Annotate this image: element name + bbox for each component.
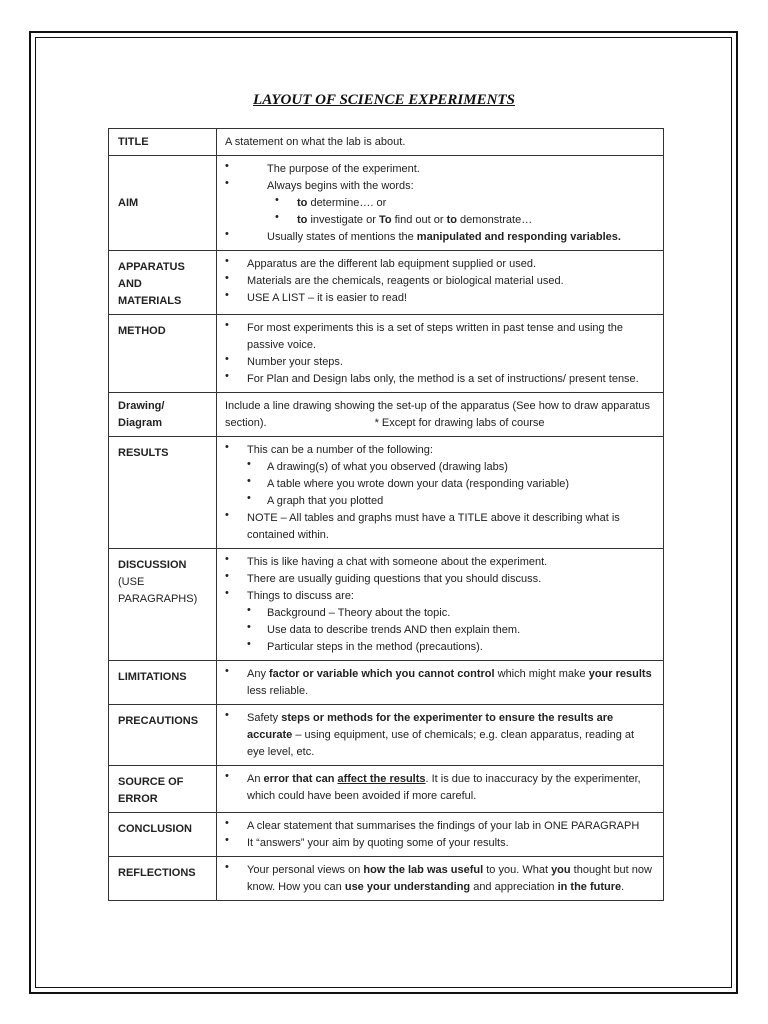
row-reflections — [109, 857, 664, 901]
row-body-apparatus — [217, 251, 664, 315]
row-body-limitations — [217, 661, 664, 705]
drawing-note: * Except for drawing labs of course — [374, 417, 545, 429]
row-discussion — [109, 549, 664, 661]
list-item: • Always begins with the words: — [225, 178, 653, 195]
reflections-list — [225, 862, 653, 896]
row-limitations — [109, 661, 664, 705]
row-body-aim — [217, 156, 664, 251]
conclusion-list — [225, 818, 653, 852]
layout-table — [108, 128, 664, 901]
list-item: • USE A LIST – it is easier to read! — [225, 290, 653, 307]
list-item: • Particular steps in the method (precautions). — [225, 639, 653, 656]
row-precautions — [109, 705, 664, 766]
precautions-list — [225, 710, 653, 761]
list-item: • This can be a number of the following: — [225, 442, 653, 459]
row-body-method — [217, 315, 664, 393]
aim-list-2 — [225, 229, 653, 246]
results-list — [225, 442, 653, 459]
row-aim — [109, 156, 664, 251]
list-item: • It “answers” your aim by quoting some of your results. — [225, 835, 653, 852]
row-body-title: A statement on what the lab is about. — [217, 129, 664, 156]
list-item: • For Plan and Design labs only, the method is a set of instructions/ present tense. — [225, 371, 653, 388]
results-sublist — [225, 459, 653, 510]
list-item: • to determine…. or — [225, 195, 653, 212]
list-item: • A clear statement that summarises the findings of your lab in ONE PARAGRAPH — [225, 818, 653, 835]
list-item: • A table where you wrote down your data (responding variable) — [225, 476, 653, 493]
apparatus-list — [225, 256, 653, 307]
limitations-list — [225, 666, 653, 700]
aim-sublist — [225, 195, 653, 229]
row-body-reflections — [217, 857, 664, 901]
row-apparatus — [109, 251, 664, 315]
row-label-apparatus: APPARATUS AND MATERIALS — [109, 251, 217, 315]
row-body-drawing — [217, 393, 664, 437]
results-list-2 — [225, 510, 653, 544]
list-item: • Use data to describe trends AND then explain them. — [225, 622, 653, 639]
list-item: • For most experiments this is a set of steps written in past tense and using the passive voice. — [225, 320, 653, 354]
row-label-precautions: PRECAUTIONS — [109, 705, 217, 766]
list-item: • A drawing(s) of what you observed (drawing labs) — [225, 459, 653, 476]
list-item: • Materials are the chemicals, reagents or biological material used. — [225, 273, 653, 290]
row-label-conclusion: CONCLUSION — [109, 813, 217, 857]
drawing-text: Include a line drawing showing the set-up of the apparatus (See how to draw apparatus — [225, 400, 650, 412]
drawing-text-2: section). * Except for drawing labs of course — [225, 415, 653, 432]
list-item: • to investigate or To find out or to demonstrate… — [225, 212, 653, 229]
discussion-sublist — [225, 605, 653, 656]
row-label-drawing: Drawing/ Diagram — [109, 393, 217, 437]
row-results — [109, 437, 664, 549]
list-item: • The purpose of the experiment. — [225, 161, 653, 178]
list-item: • Safety steps or methods for the experimenter to ensure the results are accurate – using equipment, use of chemicals; e.g. clean apparatus, reading at eye level, etc. — [225, 710, 653, 761]
row-label-aim: AIM — [109, 156, 217, 251]
row-conclusion — [109, 813, 664, 857]
document-title: LAYOUT OF SCIENCE EXPERIMENTS — [253, 92, 515, 108]
row-label-source-of-error: SOURCE OF ERROR — [109, 766, 217, 813]
list-item: • Things to discuss are: — [225, 588, 653, 605]
row-label-method: METHOD — [109, 315, 217, 393]
row-label-results: RESULTS — [109, 437, 217, 549]
method-list — [225, 320, 653, 388]
row-body-precautions — [217, 705, 664, 766]
row-label-reflections: REFLECTIONS — [109, 857, 217, 901]
row-source-of-error — [109, 766, 664, 813]
list-item: • This is like having a chat with someone about the experiment. — [225, 554, 653, 571]
discussion-list — [225, 554, 653, 605]
row-drawing — [109, 393, 664, 437]
aim-list — [225, 161, 653, 195]
row-body-source-of-error — [217, 766, 664, 813]
list-item: • An error that can affect the results. It is due to inaccuracy by the experimenter, which could have been avoided if more careful. — [225, 771, 653, 805]
row-body-results — [217, 437, 664, 549]
list-item: • Background – Theory about the topic. — [225, 605, 653, 622]
row-method — [109, 315, 664, 393]
list-item: • Any factor or variable which you cannot control which might make your results less reliable. — [225, 666, 653, 700]
list-item: • A graph that you plotted — [225, 493, 653, 510]
list-item: • Your personal views on how the lab was useful to you. What you thought but now know. How you can use your understanding and appreciation in the future. — [225, 862, 653, 896]
list-item: • Apparatus are the different lab equipment supplied or used. — [225, 256, 653, 273]
row-title — [109, 129, 664, 156]
row-body-conclusion — [217, 813, 664, 857]
source-of-error-list — [225, 771, 653, 805]
list-item: • Usually states of mentions the manipulated and responding variables. — [225, 229, 653, 246]
row-label-limitations: LIMITATIONS — [109, 661, 217, 705]
list-item: • There are usually guiding questions that you should discuss. — [225, 571, 653, 588]
row-body-discussion — [217, 549, 664, 661]
list-item: • NOTE – All tables and graphs must have a TITLE above it describing what is contained within. — [225, 510, 653, 544]
row-label-title: TITLE — [109, 129, 217, 156]
list-item: • Number your steps. — [225, 354, 653, 371]
row-label-discussion: DISCUSSION (USE PARAGRAPHS) — [109, 549, 217, 661]
